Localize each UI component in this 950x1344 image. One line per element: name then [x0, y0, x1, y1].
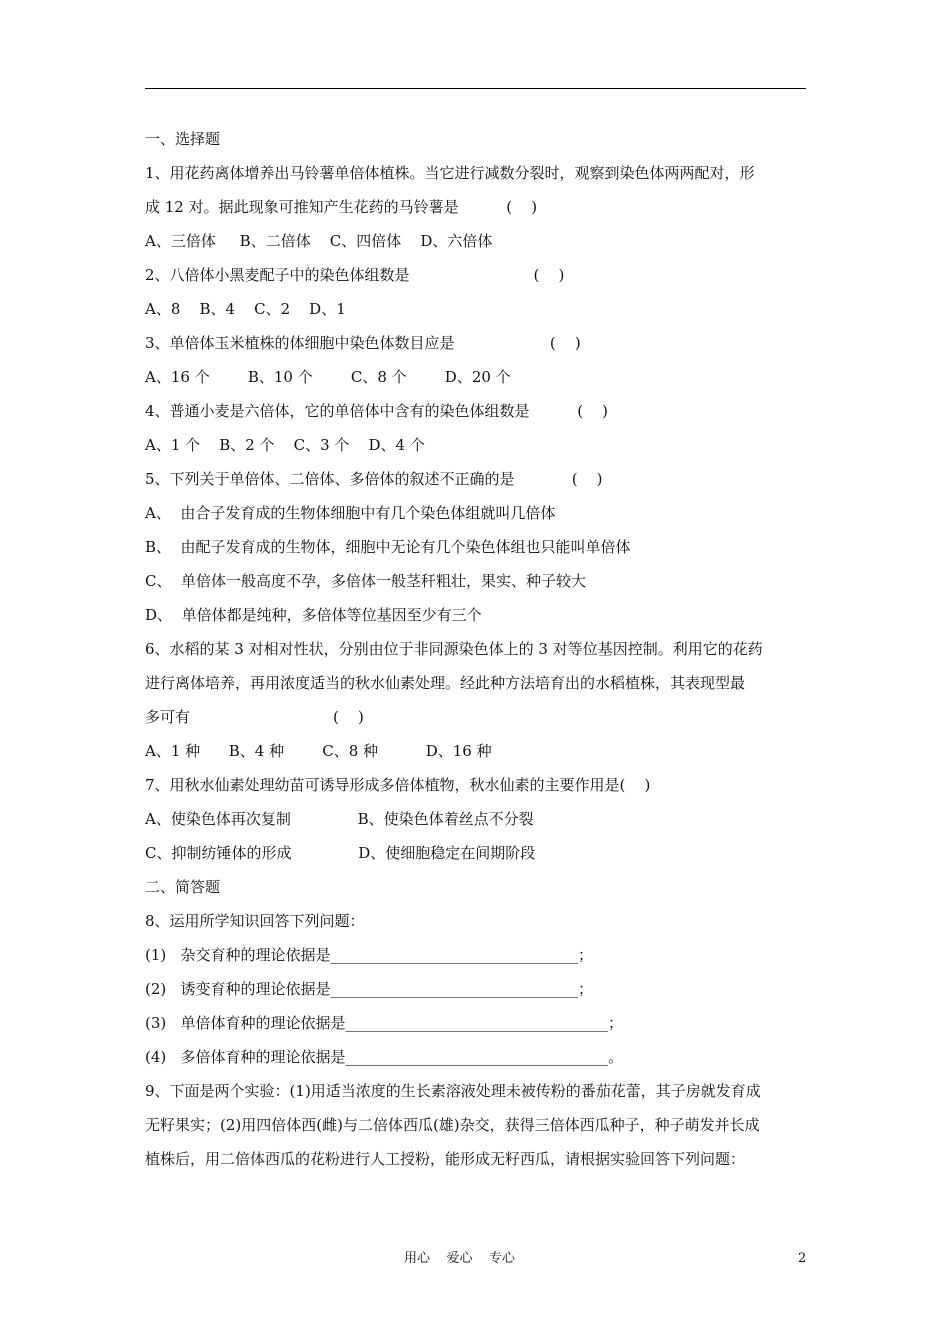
question-7: 7、用秋水仙素处理幼苗可诱导形成多倍体植物，秋水仙素的主要作用是( ) — [145, 776, 651, 794]
question-1-line-2: 成 12 对。据此现象可推知产生花药的马铃薯是 ( ) — [145, 198, 538, 216]
question-7-options-ab: A、使染色体再次复制 B、使染色体着丝点不分裂 — [145, 810, 534, 828]
question-6-line-3: 多可有 ( ) — [145, 708, 364, 726]
document-body — [145, 122, 810, 1176]
question-5-option-a: A、 由合子发育成的生物体细胞中有几个染色体组就叫几倍体 — [145, 504, 556, 522]
section-heading-short-answer: 二、简答题 — [145, 878, 221, 896]
question-7-options-cd: C、抑制纺锤体的形成 D、使细胞稳定在间期阶段 — [145, 844, 536, 862]
question-5-option-d: D、 单倍体都是纯种，多倍体等位基因至少有三个 — [145, 606, 482, 624]
question-9-line-2: 无籽果实；(2)用四倍体西(雌)与二倍体西瓜(雄)杂交，获得三倍体西瓜种子，种子萌发并长成 — [145, 1116, 760, 1134]
question-3: 3、单倍体玉米植株的体细胞中染色体数目应是 ( ) — [145, 334, 581, 352]
question-6-line-1: 6、水稻的某 3 对相对性状，分别由位于非同源染色体上的 3 对等位基因控制。利用它的花药 — [145, 640, 763, 658]
question-8-item-4: (4) 多倍体育种的理论依据是___________________________________。 — [145, 1048, 624, 1066]
header-rule — [145, 88, 806, 89]
question-3-options: A、16 个 B、10 个 C、8 个 D、20 个 — [145, 368, 511, 386]
question-5-option-c: C、 单倍体一般高度不孕，多倍体一般茎秆粗壮，果实、种子较大 — [145, 572, 587, 590]
question-8-item-3: (3) 单倍体育种的理论依据是___________________________________； — [145, 1014, 624, 1032]
section-heading-choice: 一、选择题 — [145, 130, 221, 148]
question-6-options: A、1 种 B、4 种 C、8 种 D、16 种 — [145, 742, 492, 760]
question-4: 4、普通小麦是六倍体，它的单倍体中含有的染色体组数是 ( ) — [145, 402, 609, 420]
question-8-item-1: (1) 杂交育种的理论依据是_________________________________； — [145, 946, 594, 964]
footer-slogan: 用心 爱心 专心 — [404, 1251, 516, 1266]
question-8-item-2: (2) 诱变育种的理论依据是_________________________________； — [145, 980, 594, 998]
question-2: 2、八倍体小黑麦配子中的染色体组数是 ( ) — [145, 266, 565, 284]
question-9-line-3: 植株后，用二倍体西瓜的花粉进行人工授粉，能形成无籽西瓜，请根据实验回答下列问题： — [145, 1150, 746, 1168]
question-5-option-b: B、 由配子发育成的生物体，细胞中无论有几个染色体组也只能叫单倍体 — [145, 538, 631, 556]
question-1-options: A、三倍体 B、二倍体 C、四倍体 D、六倍体 — [145, 232, 493, 250]
page-number: 2 — [798, 1251, 807, 1266]
question-1-line-1: 1、用花药离体增养出马铃薯单倍体植株。当它进行减数分裂时，观察到染色体两两配对，形 — [145, 164, 755, 182]
question-4-options: A、1 个 B、2 个 C、3 个 D、4 个 — [145, 436, 425, 454]
question-2-options: A、8 B、4 C、2 D、1 — [145, 300, 346, 318]
question-8: 8、运用所学知识回答下列问题： — [145, 912, 365, 930]
question-5: 5、下列关于单倍体、二倍体、多倍体的叙述不正确的是 ( ) — [145, 470, 603, 488]
question-9-line-1: 9、下面是两个实验：(1)用适当浓度的生长素溶液处理未被传粉的番茄花蕾，其子房就发育成 — [145, 1082, 761, 1100]
question-6-line-2: 进行离体培养，再用浓度适当的秋水仙素处理。经此种方法培育出的水稻植株，其表现型最 — [145, 674, 746, 692]
